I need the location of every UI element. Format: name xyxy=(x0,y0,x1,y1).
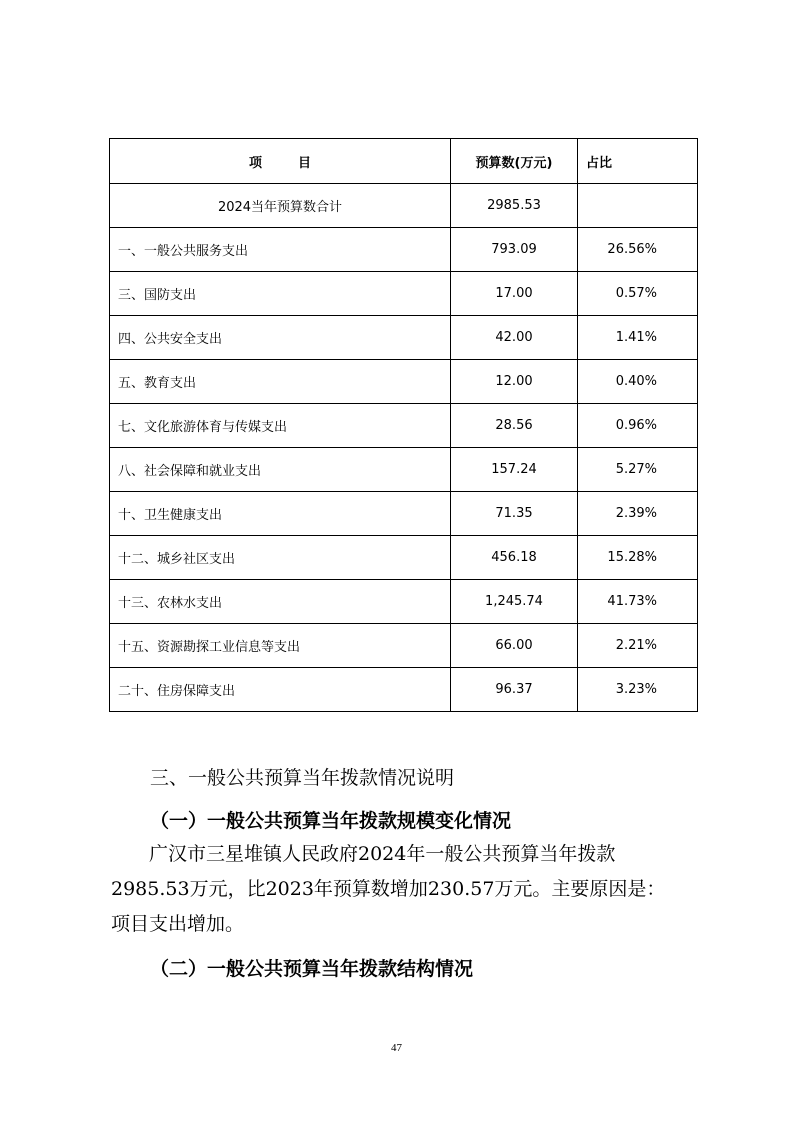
row-amount: 66.00 xyxy=(451,624,578,668)
row-share: 2.39% xyxy=(578,492,698,536)
row-item: 十、卫生健康支出 xyxy=(110,492,451,536)
header-share: 占比 xyxy=(578,139,698,184)
row-item: 三、国防支出 xyxy=(110,272,451,316)
row-share: 41.73% xyxy=(578,580,698,624)
row-share: 1.41% xyxy=(578,316,698,360)
row-amount: 96.37 xyxy=(451,668,578,712)
row-amount: 1,245.74 xyxy=(451,580,578,624)
row-share: 0.96% xyxy=(578,404,698,448)
table-row xyxy=(110,492,698,536)
table-row xyxy=(110,272,698,316)
total-share xyxy=(578,184,698,228)
row-amount: 28.56 xyxy=(451,404,578,448)
row-item: 一、一般公共服务支出 xyxy=(110,228,451,272)
header-item: 项目 xyxy=(110,139,451,184)
row-item: 十二、城乡社区支出 xyxy=(110,536,451,580)
table-row xyxy=(110,624,698,668)
subsection-heading-1: （一）一般公共预算当年拨款规模变化情况 xyxy=(150,810,512,832)
row-item: 八、社会保障和就业支出 xyxy=(110,448,451,492)
header-amount: 预算数(万元) xyxy=(451,139,578,184)
row-item: 二十、住房保障支出 xyxy=(110,668,451,712)
row-amount: 71.35 xyxy=(451,492,578,536)
row-share: 0.40% xyxy=(578,360,698,404)
row-amount: 456.18 xyxy=(451,536,578,580)
row-item: 十三、农林水支出 xyxy=(110,580,451,624)
row-item: 四、公共安全支出 xyxy=(110,316,451,360)
table-row xyxy=(110,448,698,492)
paragraph-line-2: 2985.53万元，比2023年预算数增加230.57万元。主要原因是： xyxy=(111,878,666,900)
table-row xyxy=(110,580,698,624)
row-item: 五、教育支出 xyxy=(110,360,451,404)
table-header-row xyxy=(110,139,698,184)
paragraph-line-1: 广汉市三星堆镇人民政府2024年一般公共预算当年拨款 xyxy=(149,843,616,865)
table-total-row xyxy=(110,184,698,228)
row-item: 七、文化旅游体育与传媒支出 xyxy=(110,404,451,448)
row-share: 0.57% xyxy=(578,272,698,316)
table-row xyxy=(110,360,698,404)
row-amount: 793.09 xyxy=(451,228,578,272)
total-amount: 2985.53 xyxy=(451,184,578,228)
row-share: 2.21% xyxy=(578,624,698,668)
row-item: 十五、资源勘探工业信息等支出 xyxy=(110,624,451,668)
table-row xyxy=(110,228,698,272)
row-amount: 12.00 xyxy=(451,360,578,404)
row-share: 26.56% xyxy=(578,228,698,272)
section-heading: 三、一般公共预算当年拨款情况说明 xyxy=(150,767,455,789)
total-item: 2024当年预算数合计 xyxy=(110,184,451,228)
row-amount: 17.00 xyxy=(451,272,578,316)
page-number: 47 xyxy=(391,1042,402,1054)
row-share: 3.23% xyxy=(578,668,698,712)
table-row xyxy=(110,404,698,448)
row-share: 15.28% xyxy=(578,536,698,580)
paragraph-line-3: 项目支出增加。 xyxy=(111,913,245,935)
row-amount: 157.24 xyxy=(451,448,578,492)
row-amount: 42.00 xyxy=(451,316,578,360)
table-row xyxy=(110,536,698,580)
budget-table xyxy=(109,138,698,712)
subsection-heading-2: （二）一般公共预算当年拨款结构情况 xyxy=(150,958,474,980)
paragraph xyxy=(111,837,697,942)
table-row xyxy=(110,668,698,712)
table-row xyxy=(110,316,698,360)
row-share: 5.27% xyxy=(578,448,698,492)
